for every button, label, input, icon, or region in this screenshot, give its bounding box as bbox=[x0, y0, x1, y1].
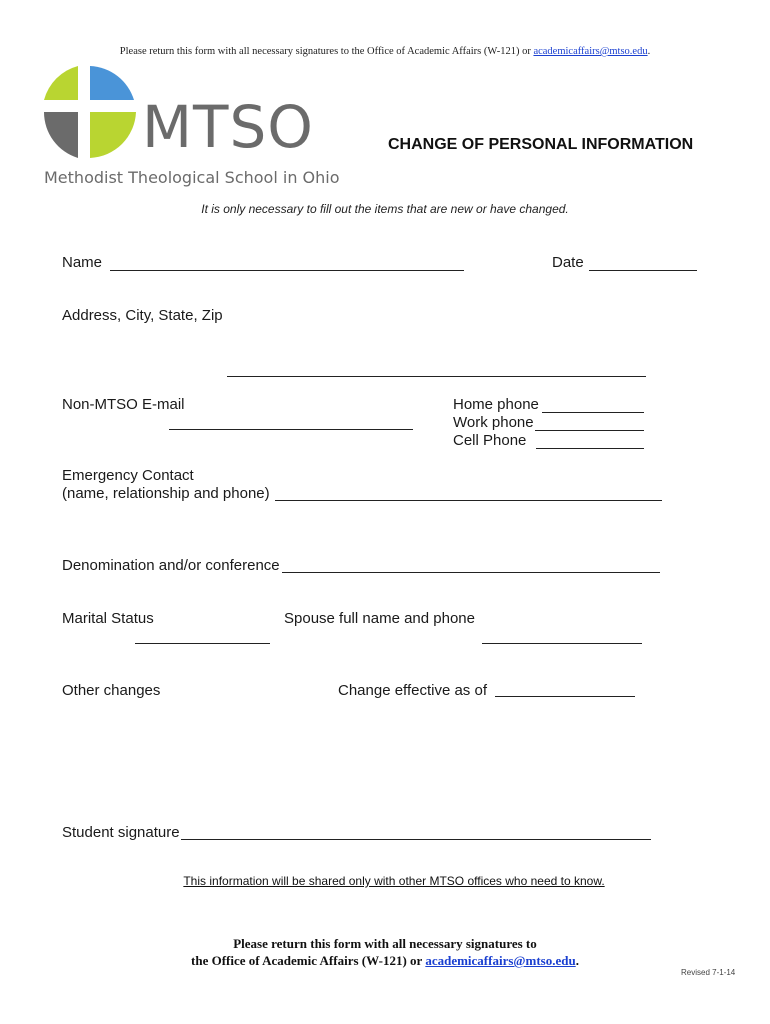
other-changes-label: Other changes bbox=[62, 682, 161, 699]
name-line[interactable] bbox=[110, 270, 464, 271]
work-phone-label: Work phone bbox=[453, 414, 534, 431]
email-line[interactable] bbox=[169, 429, 413, 430]
revised-date: Revised 7-1-14 bbox=[681, 968, 736, 977]
footer-return-line2 bbox=[0, 953, 770, 969]
footer-return-text: the Office of Academic Affairs (W-121) or bbox=[191, 953, 423, 968]
effective-date-line[interactable] bbox=[495, 696, 635, 697]
work-phone-line[interactable] bbox=[535, 430, 644, 431]
mtso-logo bbox=[44, 66, 344, 192]
cell-phone-line[interactable] bbox=[536, 448, 644, 449]
address-label: Address, City, State, Zip bbox=[62, 307, 223, 324]
logo-cross-icon bbox=[44, 66, 140, 162]
home-phone-line[interactable] bbox=[542, 412, 644, 413]
home-phone-label: Home phone bbox=[453, 396, 539, 413]
footer-period: . bbox=[575, 953, 579, 968]
marital-status-label: Marital Status bbox=[62, 610, 154, 627]
header-period: . bbox=[647, 46, 651, 57]
effective-date-label: Change effective as of bbox=[338, 682, 487, 699]
spouse-label: Spouse full name and phone bbox=[284, 610, 475, 627]
footer-email-link[interactable]: academicaffairs@mtso.edu bbox=[425, 953, 576, 968]
date-label: Date bbox=[552, 254, 584, 271]
sharing-note: This information will be shared only with other MTSO offices who need to know. bbox=[183, 874, 605, 888]
header-return-note bbox=[0, 46, 770, 57]
address-line[interactable] bbox=[227, 376, 646, 377]
emergency-contact-sublabel: (name, relationship and phone) bbox=[62, 485, 270, 502]
logo-wordmark: MTSO bbox=[142, 93, 314, 161]
logo-school-name: Methodist Theological School in Ohio bbox=[44, 168, 340, 187]
form-title: CHANGE OF PERSONAL INFORMATION bbox=[388, 136, 694, 153]
emergency-contact-line[interactable] bbox=[275, 500, 662, 501]
student-signature-label: Student signature bbox=[62, 824, 180, 841]
form-instruction: It is only necessary to fill out the items that are new or have changed. bbox=[201, 202, 569, 216]
email-label: Non-MTSO E-mail bbox=[62, 396, 185, 413]
cell-phone-label: Cell Phone bbox=[453, 432, 527, 449]
spouse-line[interactable] bbox=[482, 643, 642, 644]
footer-return-line1: Please return this form with all necessary signatures to bbox=[233, 936, 537, 951]
header-return-text: Please return this form with all necessary signatures to the Office of Academic Affairs (W-121) or bbox=[119, 46, 531, 57]
name-label: Name bbox=[62, 254, 103, 271]
date-line[interactable] bbox=[589, 270, 697, 271]
emergency-contact-label: Emergency Contact bbox=[62, 467, 194, 484]
denomination-label: Denomination and/or conference bbox=[62, 557, 280, 574]
header-email-link[interactable]: academicaffairs@mtso.edu bbox=[533, 46, 648, 57]
student-signature-line[interactable] bbox=[181, 839, 651, 840]
denomination-line[interactable] bbox=[282, 572, 660, 573]
marital-status-line[interactable] bbox=[135, 643, 270, 644]
